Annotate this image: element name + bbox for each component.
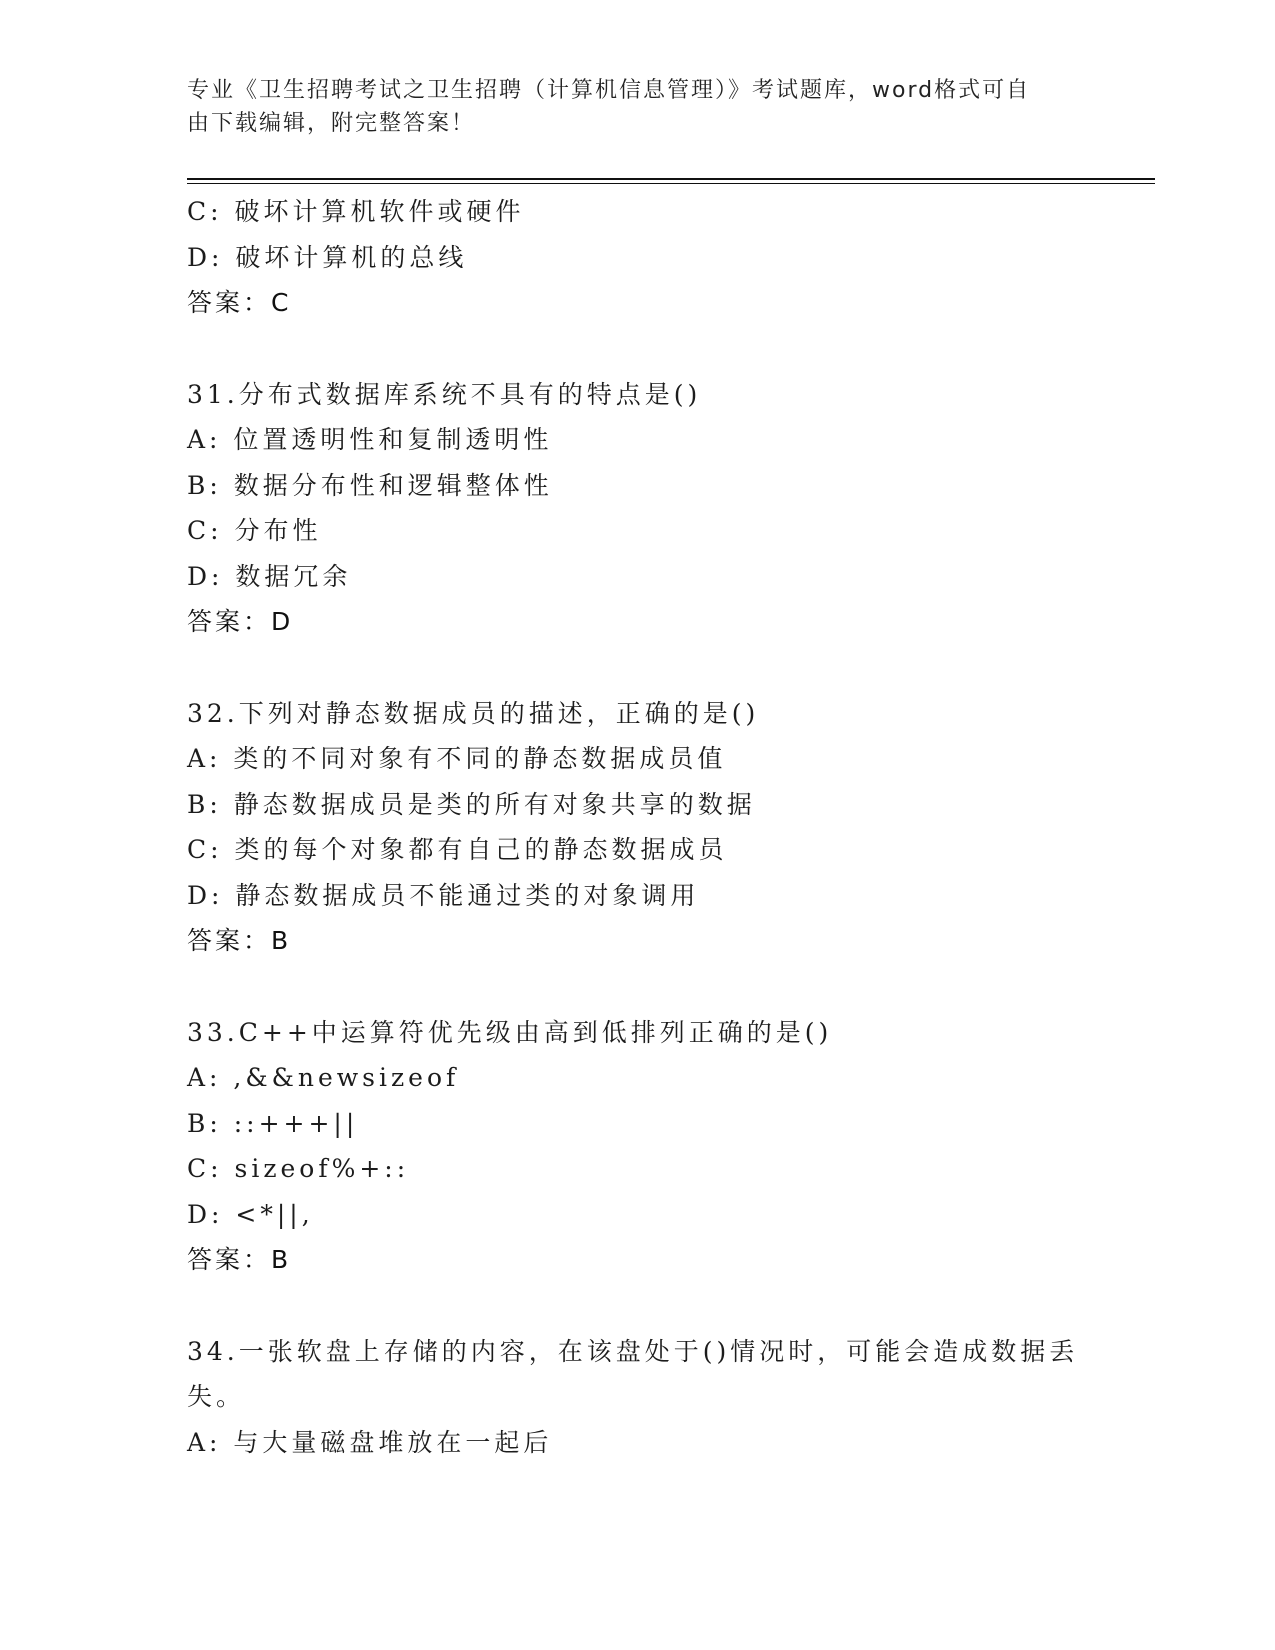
question-stem-line-1: 34.一张软盘上存储的内容，在该盘处于()情况时，可能会造成数据丢 — [187, 1336, 1079, 1366]
option-c: C: 破坏计算机软件或硬件 — [187, 197, 525, 226]
option-a: A: 类的不同对象有不同的静态数据成员值 — [187, 744, 727, 773]
option-b: B: 静态数据成员是类的所有对象共享的数据 — [187, 789, 756, 819]
header-line-1: 专业《卫生招聘考试之卫生招聘（计算机信息管理）》考试题库，word格式可自 — [187, 78, 1031, 103]
option-c: C: 分布性 — [187, 516, 322, 545]
spacer — [187, 645, 1087, 691]
option-d: D: 数据冗余 — [187, 561, 352, 591]
option-d: D: 静态数据成员不能通过类的对象调用 — [187, 880, 700, 910]
option-b: B: 数据分布性和逻辑整体性 — [187, 470, 553, 500]
option-a: A: 与大量磁盘堆放在一起后 — [187, 1427, 553, 1457]
question-stem: 32.下列对静态数据成员的描述，正确的是() — [187, 698, 760, 728]
question-block-32 — [187, 691, 1087, 964]
question-block-31 — [187, 372, 1087, 645]
option-c: C: 类的每个对象都有自己的静态数据成员 — [187, 835, 728, 864]
option-d: D: <*||, — [187, 1199, 314, 1229]
answer-label: 答案：D — [187, 607, 294, 636]
option-a: A: 位置透明性和复制透明性 — [187, 425, 553, 454]
question-stem: 33.C++中运算符优先级由高到低排列正确的是() — [187, 1017, 833, 1047]
spacer — [187, 1283, 1087, 1329]
header-divider-thin — [187, 183, 1155, 184]
answer-label: 答案：C — [187, 288, 292, 317]
option-a: A: ,&&newsizeof — [187, 1063, 460, 1092]
question-block-33 — [187, 1010, 1087, 1283]
question-block-prev — [187, 189, 1087, 326]
option-d: D: 破坏计算机的总线 — [187, 242, 468, 272]
question-list — [187, 189, 1087, 1465]
document-header — [187, 74, 1067, 140]
answer-label: 答案：B — [187, 926, 292, 955]
header-line-2: 由下载编辑，附完整答案！ — [187, 111, 476, 136]
option-b: B: ::+++|| — [187, 1108, 359, 1138]
spacer — [187, 326, 1087, 372]
question-block-34 — [187, 1329, 1087, 1466]
header-divider-thick — [187, 178, 1155, 180]
question-stem-line-2: 失。 — [187, 1382, 246, 1411]
answer-label: 答案：B — [187, 1245, 292, 1274]
question-stem: 31.分布式数据库系统不具有的特点是() — [187, 379, 702, 409]
spacer — [187, 964, 1087, 1010]
option-c: C: sizeof%+:: — [187, 1154, 410, 1183]
